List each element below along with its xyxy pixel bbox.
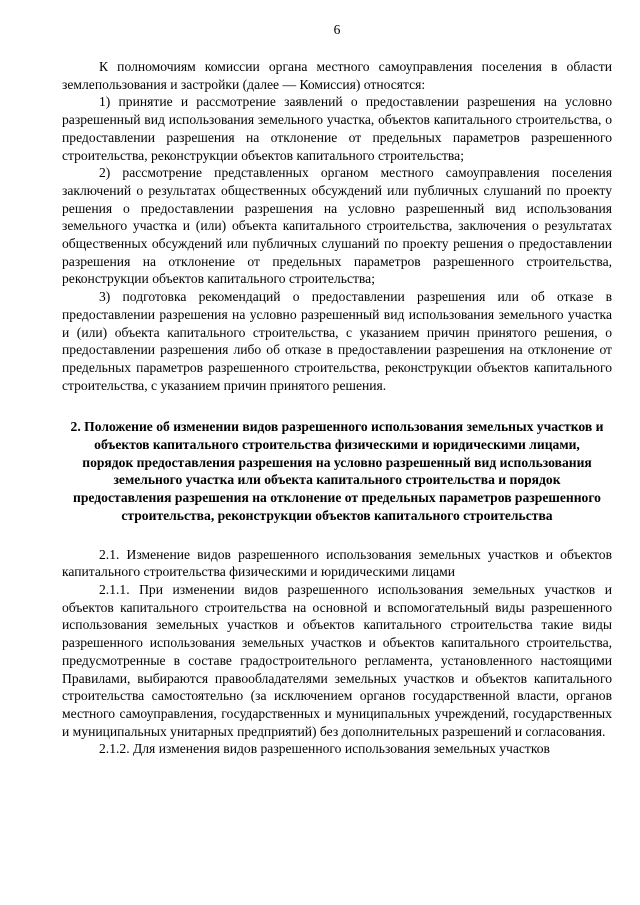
subsection-2-1-1: 2.1.1. При изменении видов разрешенного использования земельных участков и объектов капитального строительства на основной и вспомогательный виды разрешенного использования земельных участков и объектов капитального строительства такие виды разрешенного использования земельных участков и объектов капитального строительства, предусмотренные в составе градостроительного регламента, установленного настоящими Правилами, выбираются правообладателями земельных участков и объектов капитального строительства самостоятельно (за исключением органов государственной власти, органов местного самоуправления, государственных и муниципальных учреждений, государственных и муниципальных унитарных предприятий) без дополнительных разрешений и согласования. [62, 581, 612, 739]
page-number: 6 [333, 22, 341, 37]
list-item-1: 1) принятие и рассмотрение заявлений о предоставлении разрешения на условно разрешенный вид использования земельного участка, объектов капитального строительства, о предоставлении разрешения на отклонение от предельных параметров разрешенного строительства, реконструкции объектов капитального строительства; [62, 94, 612, 163]
section-heading: 2. Положение об изменении видов разрешенного использования земельных участков и объектов капитального строительства физическими и юридическими лицами, порядок предоставления разрешения на условно разрешенный вид использования земельного участка или объекта капитального строительства и порядок предоставления разрешения на отклонение от предельных параметров разрешенного строительства, реконструкции объектов капитального строительства [70, 419, 604, 523]
list-item-2: 2) рассмотрение представленных органом местного самоуправления поселения заключений о результатах общественных обсуждений или публичных слушаний по проекту решения о предоставлении разрешения на условно разрешенный вид использования земельного участка и (или) объекта капитального строительства, заключения о результатах общественных обсуждений или публичных слушаний по проекту решения о предоставлении разрешения на отклонение от предельных параметров разрешенного строительства, реконструкции объектов капитального строительства; [62, 165, 612, 287]
intro-block [62, 58, 612, 394]
subsection-2-1-2: 2.1.2. Для изменения видов разрешенного использования земельных участков [99, 741, 550, 757]
subsection-2-1: 2.1. Изменение видов разрешенного использования земельных участков и объектов капитального строительства физическими и юридическими лицами [62, 546, 612, 580]
intro-paragraph: К полномочиям комиссии органа местного самоуправления поселения в области землепользования и застройки (далее — Комиссия) относятся: [62, 59, 612, 92]
list-item-3: 3) подготовка рекомендаций о предоставлении разрешения или об отказе в предоставлении разрешения на условно разрешенный вид использования земельного участка и (или) объекта капитального строительства, с указанием причин принятого решения, о предоставлении разрешения либо об отказе в предоставлении разрешения на отклонение от предельных параметров разрешенного строительства, реконструкции объектов капитального строительства, с указанием причин принятого решения. [62, 289, 612, 393]
section-body [62, 546, 612, 758]
